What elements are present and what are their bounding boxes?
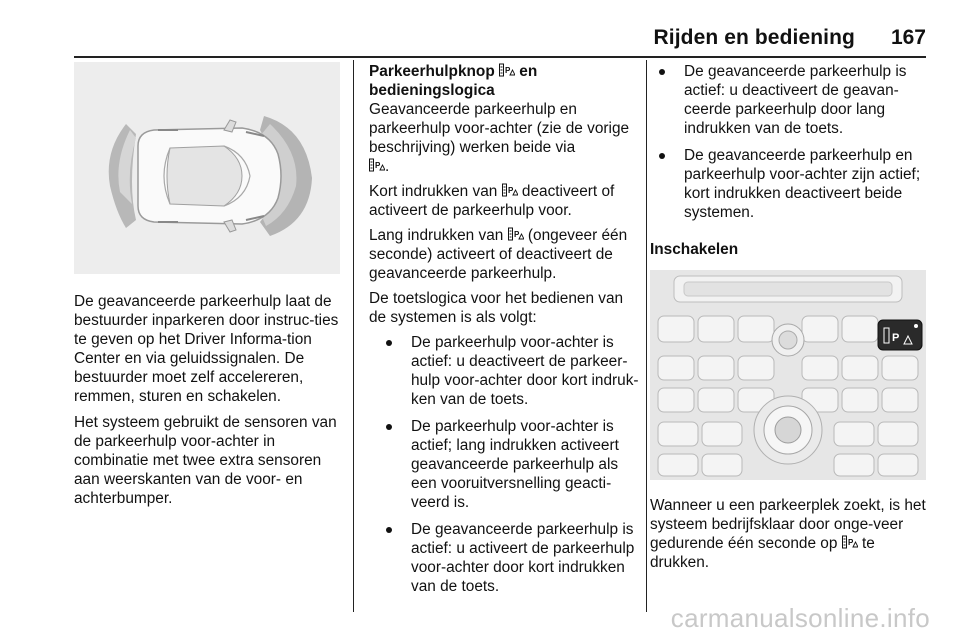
- paragraph: Lang indrukken van P (ongeveer één seconde) activeert of deactiveert de geavanceerde parkeerhulp.: [369, 227, 628, 282]
- paragraph: Wanneer u een parkeerplek zoekt, is het systeem bedrijfsklaar door onge-veer gedurende één seconde op P te drukken.: [650, 497, 926, 571]
- list-item: De parkeerhulp voor-achter is actief: u deactiveert de parkeer-hulp voor-achter door kort indruk-ken van de toets.: [369, 333, 639, 409]
- console-buttons-icon: [650, 270, 926, 480]
- list-item: De geavanceerde parkeerhulp is actief: u activeert de parkeerhulp voor-achter door kort indrukken van de toets.: [369, 520, 639, 596]
- column-divider: [353, 60, 354, 612]
- park-assist-icon: [842, 535, 858, 549]
- svg-text:P: P: [892, 332, 900, 344]
- svg-text:P: P: [375, 161, 381, 170]
- park-assist-icon: [369, 158, 385, 172]
- header-rule: [74, 56, 926, 58]
- list-item: De geavanceerde parkeerhulp is actief: u deactiveert de geavan-ceerde parkeerhulp door lang indrukken van de toets.: [642, 62, 930, 138]
- svg-text:P: P: [505, 66, 511, 75]
- section-heading: Inschakelen: [650, 241, 739, 258]
- list-item: De parkeerhulp voor-achter is actief; lang indrukken activeert geavanceerde parkeerhulp als een vooruitversnelling geacti-veerd is.: [369, 417, 639, 512]
- watermark: carmanualsonline.info: [670, 603, 930, 633]
- park-assist-icon: [502, 183, 518, 197]
- paragraph: Het systeem gebruikt de sensoren van de parkeerhulp voor-achter in combinatie met twee extra sensoren aan weerskanten van de voor- en achterbumper.: [74, 414, 337, 507]
- paragraph: De toetslogica voor het bedienen van de systemen is als volgt:: [369, 290, 624, 326]
- svg-text:P: P: [513, 230, 519, 239]
- car-top-view-icon: [74, 62, 340, 274]
- page-number: 167: [890, 26, 926, 49]
- section-title: Rijden en bediening: [653, 26, 855, 49]
- park-assist-icon: [499, 63, 515, 77]
- svg-text:P: P: [847, 538, 854, 547]
- center-console-illustration: [650, 270, 926, 480]
- column-2: [369, 62, 639, 604]
- page-header: [74, 26, 926, 54]
- svg-text:P: P: [507, 186, 513, 195]
- section-heading: Parkeerhulpknop P en bedieningslogica: [369, 63, 538, 99]
- car-sensor-illustration: [74, 62, 340, 274]
- bullet-list: [369, 333, 639, 596]
- list-item: De geavanceerde parkeerhulp en parkeerhulp voor-achter zijn actief; kort indrukken deactiveert beide systemen.: [642, 146, 930, 222]
- bullet-list: [642, 62, 930, 222]
- paragraph: De geavanceerde parkeerhulp laat de bestuurder inparkeren door instruc-ties te geven op het Driver Informa-tion Center en via geluidssignalen. De bestuurder moet zelf accelereren, remmen, sturen en schakelen.: [74, 293, 339, 405]
- paragraph: Kort indrukken van P deactiveert of activeert de parkeerhulp voor.: [369, 183, 615, 219]
- column-1: [74, 62, 344, 515]
- paragraph: Geavanceerde parkeerhulp en parkeerhulp voor-achter (zie de vorige beschrijving) werken beide via P .: [369, 101, 630, 175]
- park-assist-icon: [508, 227, 524, 241]
- column-3: [650, 62, 930, 579]
